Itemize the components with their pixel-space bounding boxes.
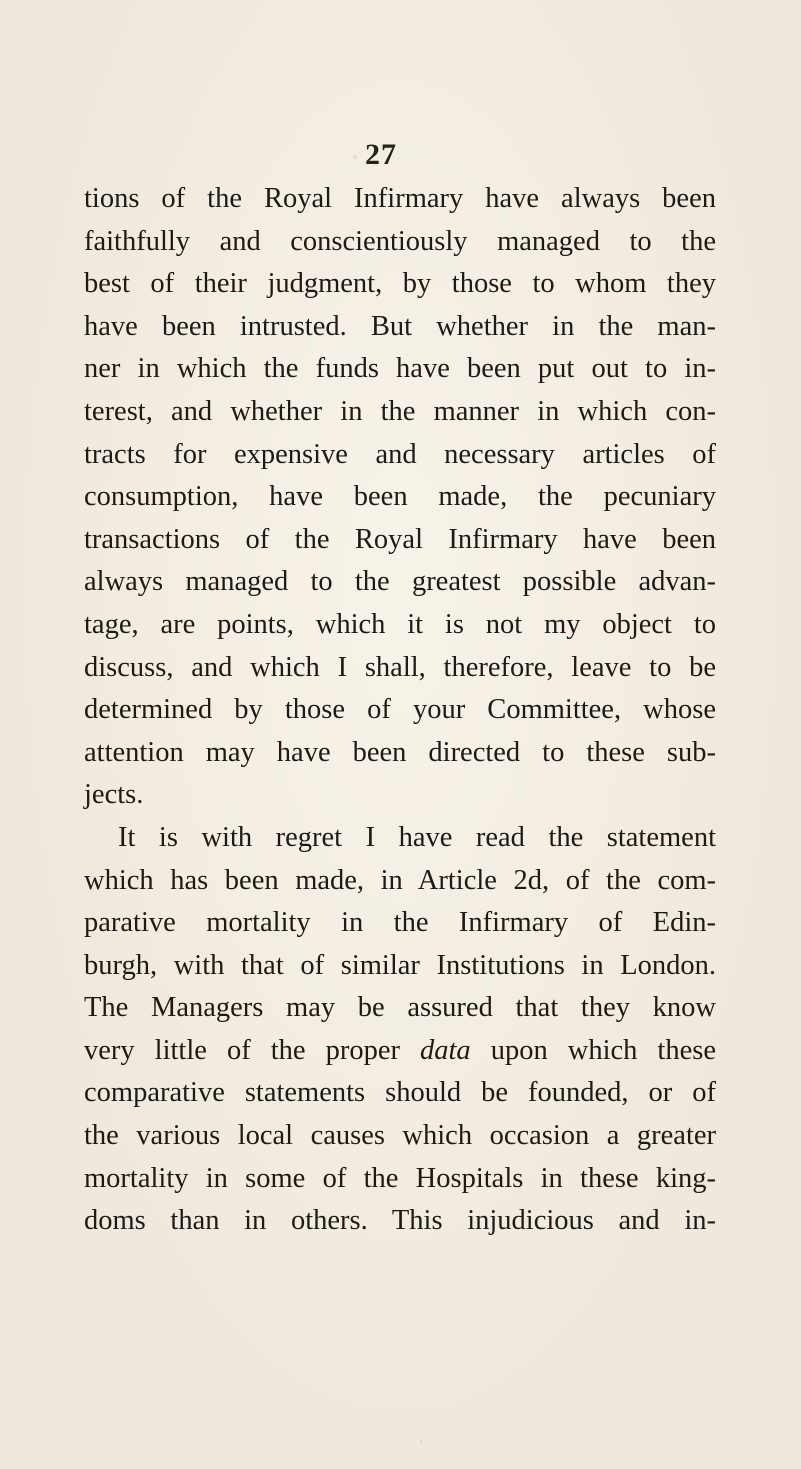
text-line: always managed to the greatest possible advan-: [84, 566, 716, 598]
text-line: tage, are points, which it is not my object to: [84, 608, 716, 640]
paper-speck: [86, 800, 91, 805]
text-line: ner in which the funds have been put out to in-: [84, 353, 716, 385]
paper-speck: [420, 1440, 423, 1443]
text-line: It is with regret I have read the statement: [118, 821, 716, 853]
text-line: which has been made, in Article 2d, of the com-: [84, 864, 716, 896]
text-line: consumption, have been made, the pecuniary: [84, 481, 716, 513]
paper-speck: [353, 155, 357, 159]
body-text: [84, 178, 716, 1243]
page-number: 27: [365, 138, 397, 171]
text-line: discuss, and which I shall, therefore, leave to be: [84, 651, 716, 683]
text-line: comparative statements should be founded, or of: [84, 1077, 716, 1109]
text-line: tions of the Royal Infirmary have always been: [84, 183, 716, 214]
text-line: faithfully and conscientiously managed to the: [84, 225, 716, 257]
text-line: doms than in others. This injudicious and in-: [84, 1205, 716, 1237]
text-line: terest, and whether in the manner in which con-: [84, 395, 716, 427]
text-line: the various local causes which occasion a greater: [84, 1120, 716, 1152]
text-line: attention may have been directed to these sub-: [84, 736, 716, 768]
text-line: The Managers may be assured that they know: [84, 992, 716, 1024]
text-line: burgh, with that of similar Institutions in London.: [84, 949, 716, 981]
text-line: have been intrusted. But whether in the man-: [84, 310, 716, 342]
text-line: mortality in some of the Hospitals in these king-: [84, 1162, 716, 1194]
italic-word: data: [420, 1034, 471, 1066]
text-fragment: upon which these: [470, 1034, 716, 1066]
text-line: parative mortality in the Infirmary of Edin-: [84, 907, 716, 939]
text-line: [84, 1030, 716, 1073]
text-line: best of their judgment, by those to whom they: [84, 268, 716, 300]
text-line: jects.: [84, 779, 144, 811]
text-line: tracts for expensive and necessary articles of: [84, 438, 716, 470]
text-fragment: very little of the proper: [84, 1034, 420, 1066]
text-line: determined by those of your Committee, whose: [84, 694, 716, 726]
text-line: transactions of the Royal Infirmary have been: [84, 523, 716, 555]
